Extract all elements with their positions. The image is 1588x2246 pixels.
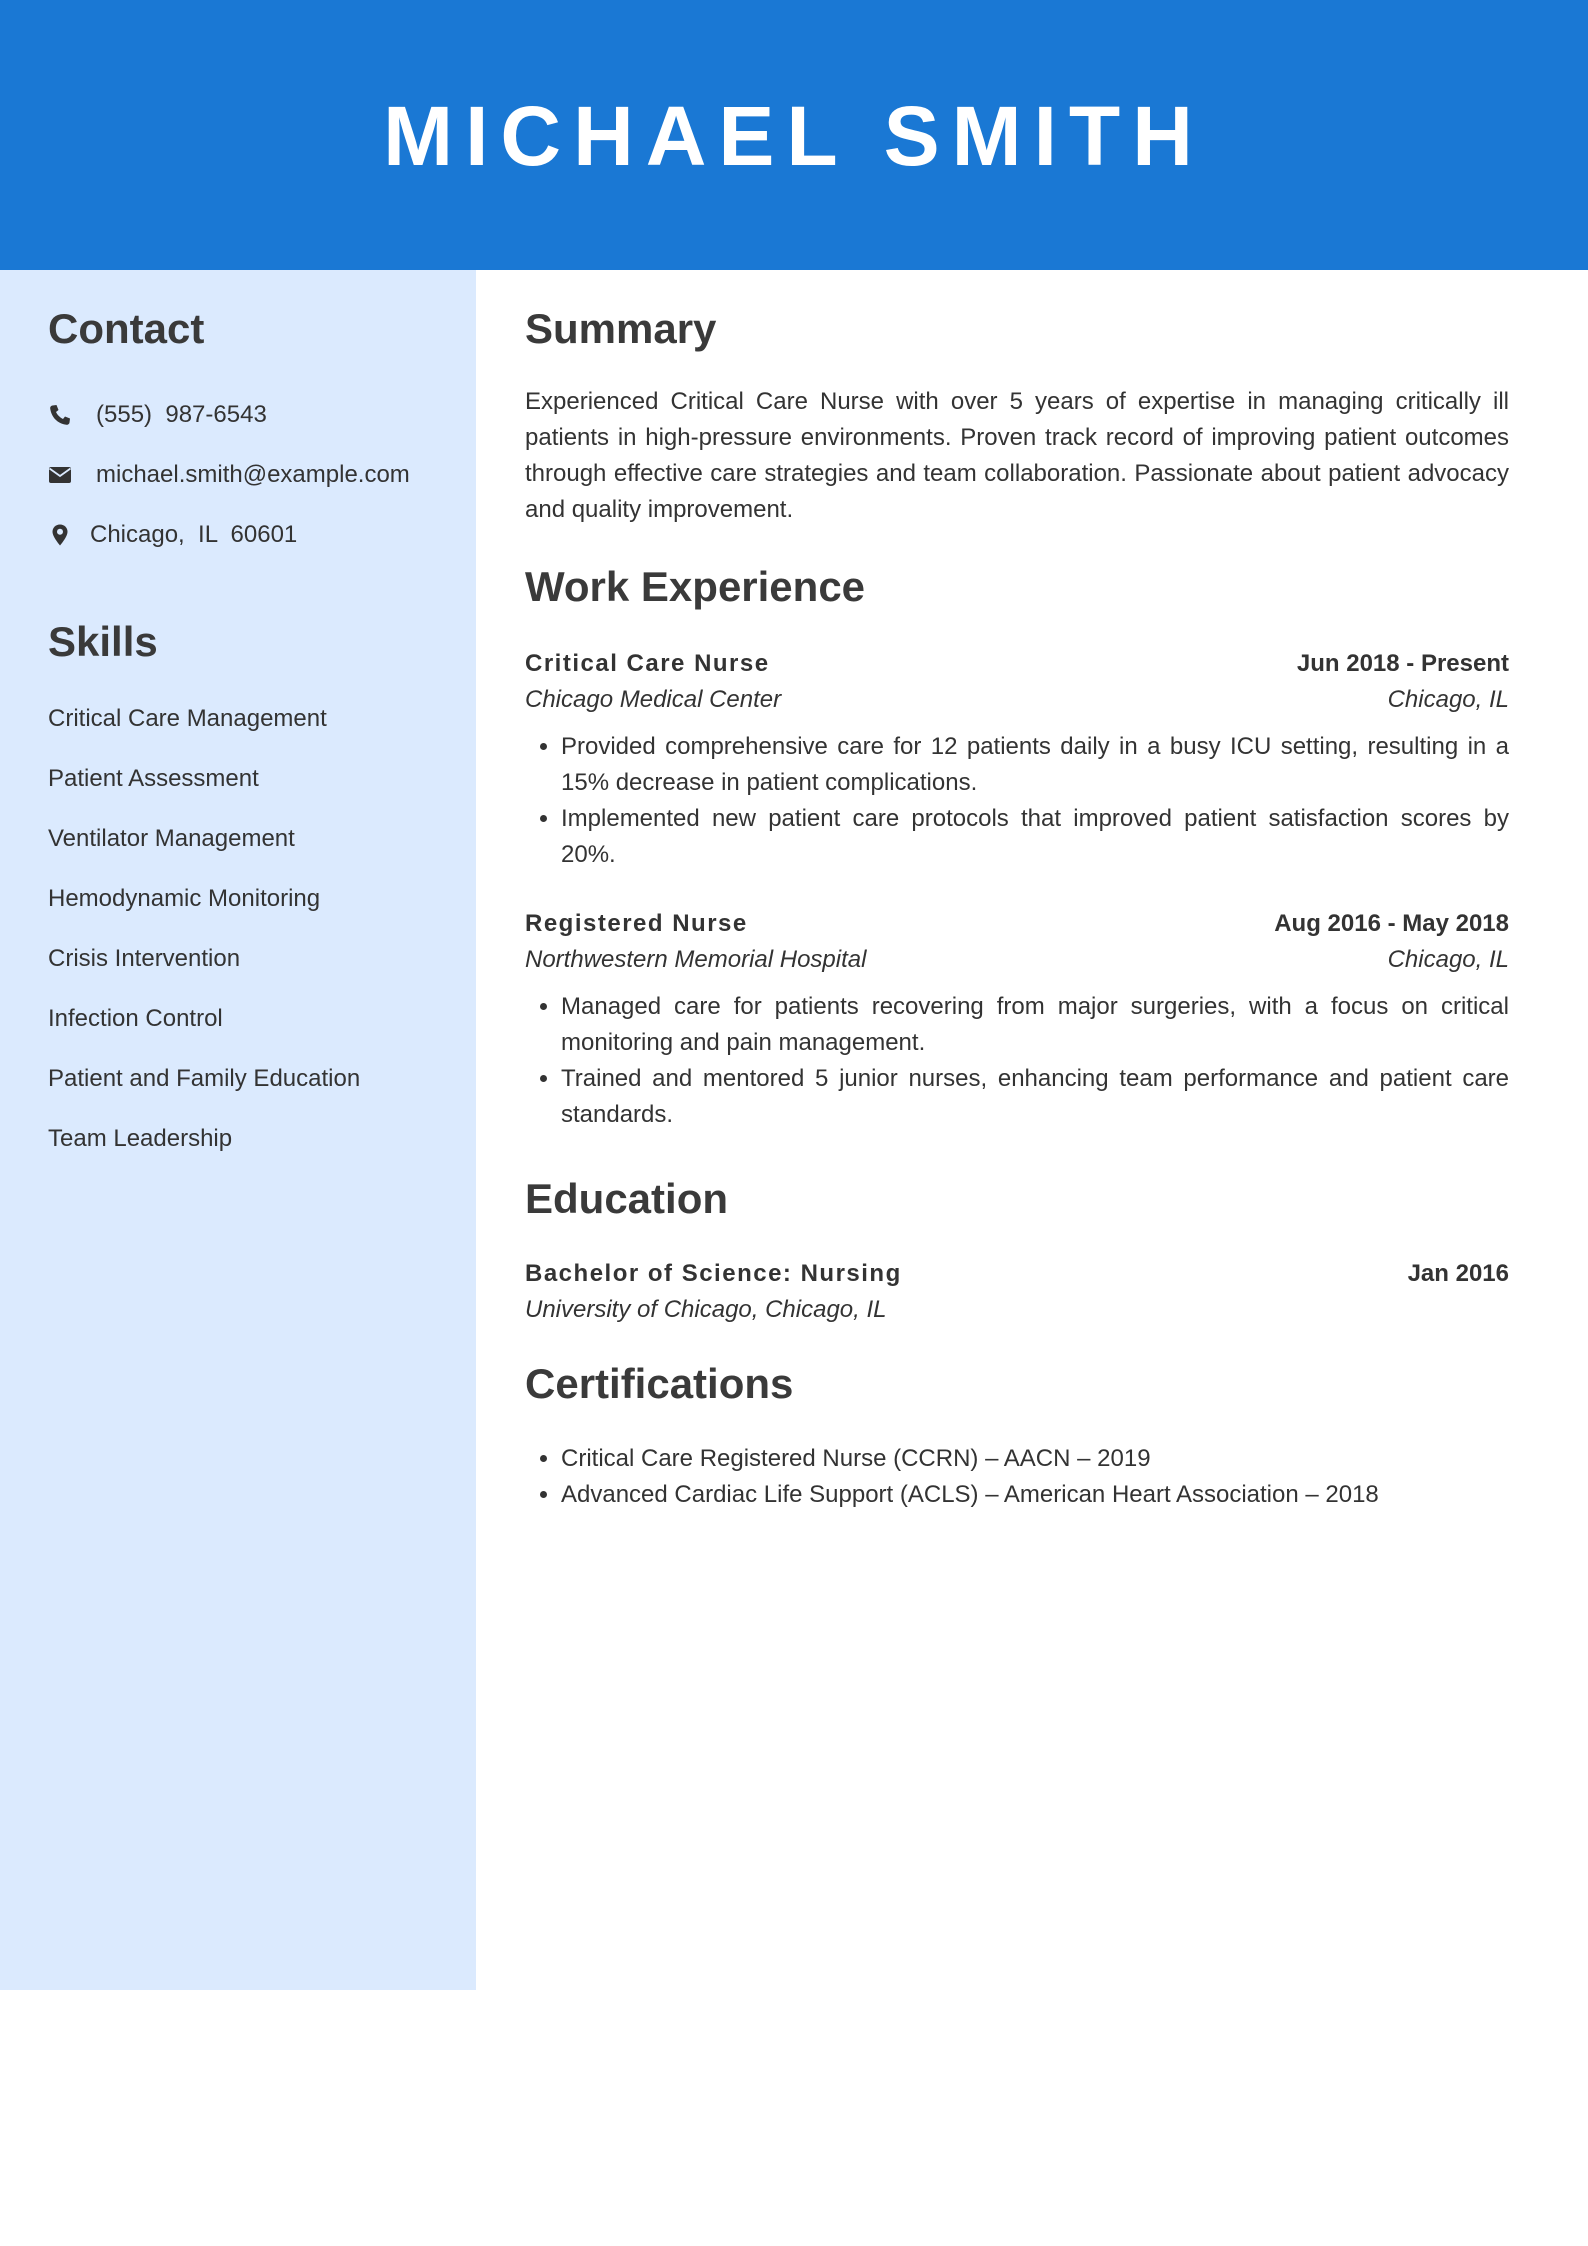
certification-item: • Advanced Cardiac Life Support (ACLS) – American Heart Association – 2018	[561, 1477, 1509, 1513]
skill-item: Infection Control	[48, 1005, 223, 1032]
location-text: Chicago, IL 60601	[90, 521, 298, 548]
skill-item: Crisis Intervention	[48, 945, 241, 972]
job-title-row	[525, 906, 1509, 942]
skills-heading: Skills	[48, 618, 158, 665]
job-employer: Chicago Medical Center	[525, 686, 782, 713]
job-bullets	[525, 989, 1509, 1133]
phone-icon	[48, 403, 72, 427]
education-date: Jan 2016	[1407, 1260, 1509, 1287]
skill-item: Team Leadership	[48, 1125, 233, 1152]
job-bullets	[525, 729, 1509, 873]
contact-phone	[48, 395, 267, 435]
education-school-row	[525, 1292, 1509, 1328]
email-address: michael.smith@example.com	[96, 461, 410, 488]
candidate-name: MICHAEL SMITH	[383, 89, 1205, 183]
job-bullet: • Provided comprehensive care for 12 patients daily in a busy ICU setting, resulting in a 15% decrease in patient complications.	[561, 729, 1509, 801]
summary-text: Experienced Critical Care Nurse with over 5 years of expertise in managing critically ill patients in high-pressure environments. Proven track record of improving patient outcomes through effective care strategies and team collaboration. Passionate about patient advocacy and quality improvement.	[525, 388, 1509, 523]
education-school: University of Chicago, Chicago, IL	[525, 1296, 887, 1323]
job-title-row	[525, 646, 1509, 682]
map-pin-icon	[48, 523, 72, 547]
contact-location	[48, 515, 297, 555]
contact-heading: Contact	[48, 305, 205, 352]
job-title: Registered Nurse	[525, 910, 748, 937]
job-dates: Aug 2016 - May 2018	[1274, 910, 1509, 937]
job-employer-row	[525, 942, 1509, 978]
job-location: Chicago, IL	[1387, 946, 1509, 973]
certifications-heading: Certifications	[525, 1360, 794, 1407]
skill-item: Ventilator Management	[48, 825, 295, 852]
job-dates: Jun 2018 - Present	[1296, 650, 1509, 677]
job-location: Chicago, IL	[1387, 686, 1509, 713]
certification-list	[525, 1441, 1509, 1513]
job-employer-row	[525, 682, 1509, 718]
certification-item: • Critical Care Registered Nurse (CCRN) – AACN – 2019	[561, 1441, 1509, 1477]
skill-item: Patient and Family Education	[48, 1065, 361, 1092]
contact-email	[48, 455, 410, 495]
education-heading: Education	[525, 1175, 729, 1222]
education-degree-row	[525, 1256, 1509, 1292]
job-bullet: • Implemented new patient care protocols that improved patient satisfaction scores by 20%.	[561, 801, 1509, 873]
job-title: Critical Care Nurse	[525, 650, 770, 677]
skill-item: Hemodynamic Monitoring	[48, 885, 321, 912]
skill-item: Patient Assessment	[48, 765, 259, 792]
summary-heading: Summary	[525, 305, 717, 352]
header-banner	[0, 0, 1588, 270]
experience-heading: Work Experience	[525, 563, 866, 610]
job-bullet: • Managed care for patients recovering from major surgeries, with a focus on critical monitoring and pain management.	[561, 989, 1509, 1061]
skill-item: Critical Care Management	[48, 705, 327, 732]
job-bullet: • Trained and mentored 5 junior nurses, enhancing team performance and patient care standards.	[561, 1061, 1509, 1133]
phone-number: (555) 987-6543	[96, 401, 267, 428]
education-degree: Bachelor of Science: Nursing	[525, 1260, 902, 1287]
job-employer: Northwestern Memorial Hospital	[525, 946, 867, 973]
envelope-icon	[48, 463, 72, 487]
